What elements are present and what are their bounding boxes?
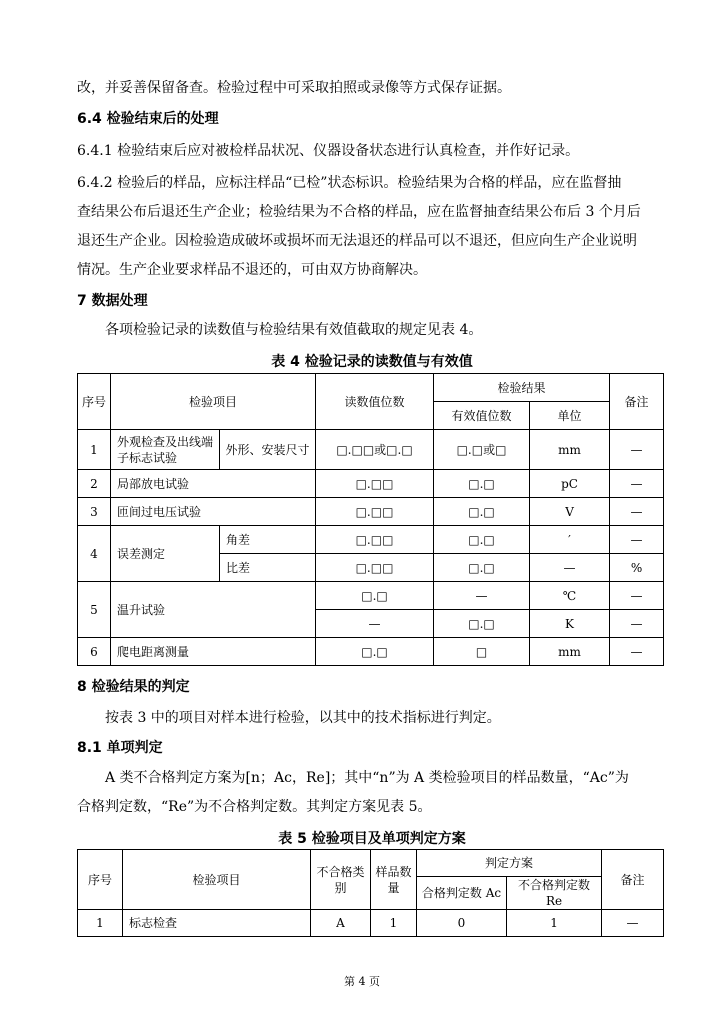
table-cell-remark: %: [610, 554, 664, 582]
table-cell-unit: ′: [530, 526, 610, 554]
table-cell-seq: 2: [78, 470, 111, 498]
table-cell-valid: □: [434, 638, 530, 666]
table-5-header-category: 不合格类别: [311, 850, 371, 910]
table-cell-remark: —: [610, 638, 664, 666]
table-cell-item: 爬电距离测量: [111, 638, 316, 666]
table-row: [78, 910, 664, 937]
table-cell-unit: ℃: [530, 582, 610, 610]
table-cell-item: 温升试验: [111, 582, 316, 638]
table-cell-remark: —: [610, 526, 664, 554]
table-cell-ac: 0: [417, 910, 507, 937]
section-heading-6-4: 6.4 检验结束后的处理: [77, 111, 219, 127]
table-cell-remark: —: [610, 430, 664, 470]
table-cell-reading: □.□□: [316, 554, 434, 582]
table-4: [77, 373, 664, 666]
table-cell-item: 匝间过电压试验: [111, 498, 316, 526]
table-cell-item: 外观检查及出线端子标志试验: [111, 430, 220, 470]
table-4-header-item: 检验项目: [111, 374, 316, 430]
table-cell-re: 1: [507, 910, 602, 937]
table-cell-unit: V: [530, 498, 610, 526]
table-5-header-ac: 合格判定数 Ac: [417, 877, 507, 910]
table-cell-seq: 1: [78, 430, 111, 470]
table-cell-valid: —: [434, 582, 530, 610]
paragraph-continuation: 改，并妥善保留备查。检验过程中可采取拍照或录像等方式保存证据。: [77, 80, 511, 96]
table-cell-seq: 5: [78, 582, 111, 638]
table-cell-reading: □.□: [316, 638, 434, 666]
paragraph-6-4-2-line-2: 查结果公布后退还生产企业；检验结果为不合格的样品，应在监督抽查结果公布后 3 个月后: [77, 204, 641, 220]
table-5-header-item: 检验项目: [123, 850, 311, 910]
table-cell-item: 误差测定: [111, 526, 220, 582]
table-cell-seq: 4: [78, 526, 111, 582]
table-5-header-seq: 序号: [78, 850, 123, 910]
table-cell-item: 标志检查: [123, 910, 311, 937]
table-cell-item: 局部放电试验: [111, 470, 316, 498]
table-cell-valid: □.□: [434, 554, 530, 582]
table-cell-unit: pC: [530, 470, 610, 498]
section-heading-8-1: 8.1 单项判定: [77, 740, 163, 756]
table-cell-unit: —: [530, 554, 610, 582]
table-cell-valid: □.□或□: [434, 430, 530, 470]
table-cell-unit: mm: [530, 638, 610, 666]
table-4-header-reading: 读数值位数: [316, 374, 434, 430]
paragraph-8-1-line-1: A 类不合格判定方案为[n；Ac，Re]；其中“n”为 A 类检验项目的样品数量，“Ac”为: [105, 770, 629, 786]
table-row: [78, 638, 664, 666]
paragraph-8: 按表 3 中的项目对样本进行检验，以其中的技术指标进行判定。: [105, 710, 501, 726]
table-cell-remark: —: [610, 582, 664, 610]
table-cell-category: A: [311, 910, 371, 937]
paragraph-6-4-2-line-4: 情况。生产企业要求样品不退还的，可由双方协商解决。: [77, 262, 427, 278]
table-cell-subitem: 外形、安装尺寸: [220, 430, 316, 470]
table-cell-seq: 6: [78, 638, 111, 666]
table-4-header-seq: 序号: [78, 374, 111, 430]
table-cell-subitem: 比差: [220, 554, 316, 582]
table-4-header-valid: 有效值位数: [434, 402, 530, 430]
page-number: 第 4 页: [344, 975, 380, 988]
table-4-caption: 表 4 检验记录的读数值与有效值: [271, 354, 473, 370]
table-cell-unit: K: [530, 610, 610, 638]
paragraph-6-4-2-line-1: 6.4.2 检验后的样品，应标注样品“已检”状态标识。检验结果为合格的样品，应在监督抽: [77, 175, 622, 191]
table-cell-valid: □.□: [434, 498, 530, 526]
table-4-header-remark: 备注: [610, 374, 664, 430]
table-row: [78, 470, 664, 498]
table-5: [77, 849, 664, 937]
paragraph-6-4-1: 6.4.1 检验结束后应对被检样品状况、仪器设备状态进行认真检查，并作好记录。: [77, 143, 580, 159]
table-cell-unit: mm: [530, 430, 610, 470]
table-5-caption: 表 5 检验项目及单项判定方案: [278, 831, 466, 847]
table-cell-reading: □.□□或□.□: [316, 430, 434, 470]
table-cell-remark: —: [610, 470, 664, 498]
section-heading-7: 7 数据处理: [77, 293, 148, 309]
table-row: [78, 498, 664, 526]
table-row: [78, 526, 664, 554]
paragraph-8-1-line-2: 合格判定数，“Re”为不合格判定数。其判定方案见表 5。: [77, 799, 432, 815]
table-cell-reading: □.□□: [316, 470, 434, 498]
table-row: [78, 582, 664, 610]
table-cell-sample: 1: [371, 910, 417, 937]
table-cell-remark: —: [610, 610, 664, 638]
table-cell-reading: □.□□: [316, 526, 434, 554]
table-cell-remark: —: [602, 910, 664, 937]
table-cell-remark: —: [610, 498, 664, 526]
table-4-header-unit: 单位: [530, 402, 610, 430]
table-cell-reading: □.□: [316, 582, 434, 610]
table-5-header-scheme: 判定方案: [417, 850, 602, 877]
table-5-header-re: 不合格判定数 Re: [507, 877, 602, 910]
paragraph-7: 各项检验记录的读数值与检验结果有效值截取的规定见表 4。: [105, 322, 483, 338]
table-5-header-sample: 样品数量: [371, 850, 417, 910]
table-cell-reading: □.□□: [316, 498, 434, 526]
table-cell-seq: 1: [78, 910, 123, 937]
table-cell-valid: □.□: [434, 526, 530, 554]
table-4-header-result: 检验结果: [434, 374, 610, 402]
table-5-header-remark: 备注: [602, 850, 664, 910]
paragraph-6-4-2-line-3: 退还生产企业。因检验造成破坏或损坏而无法退还的样品可以不退还，但应向生产企业说明: [77, 233, 637, 249]
section-heading-8: 8 检验结果的判定: [77, 679, 190, 695]
table-cell-seq: 3: [78, 498, 111, 526]
table-row: [78, 430, 664, 470]
table-cell-valid: □.□: [434, 610, 530, 638]
table-cell-valid: □.□: [434, 470, 530, 498]
table-cell-reading: —: [316, 610, 434, 638]
table-cell-subitem: 角差: [220, 526, 316, 554]
